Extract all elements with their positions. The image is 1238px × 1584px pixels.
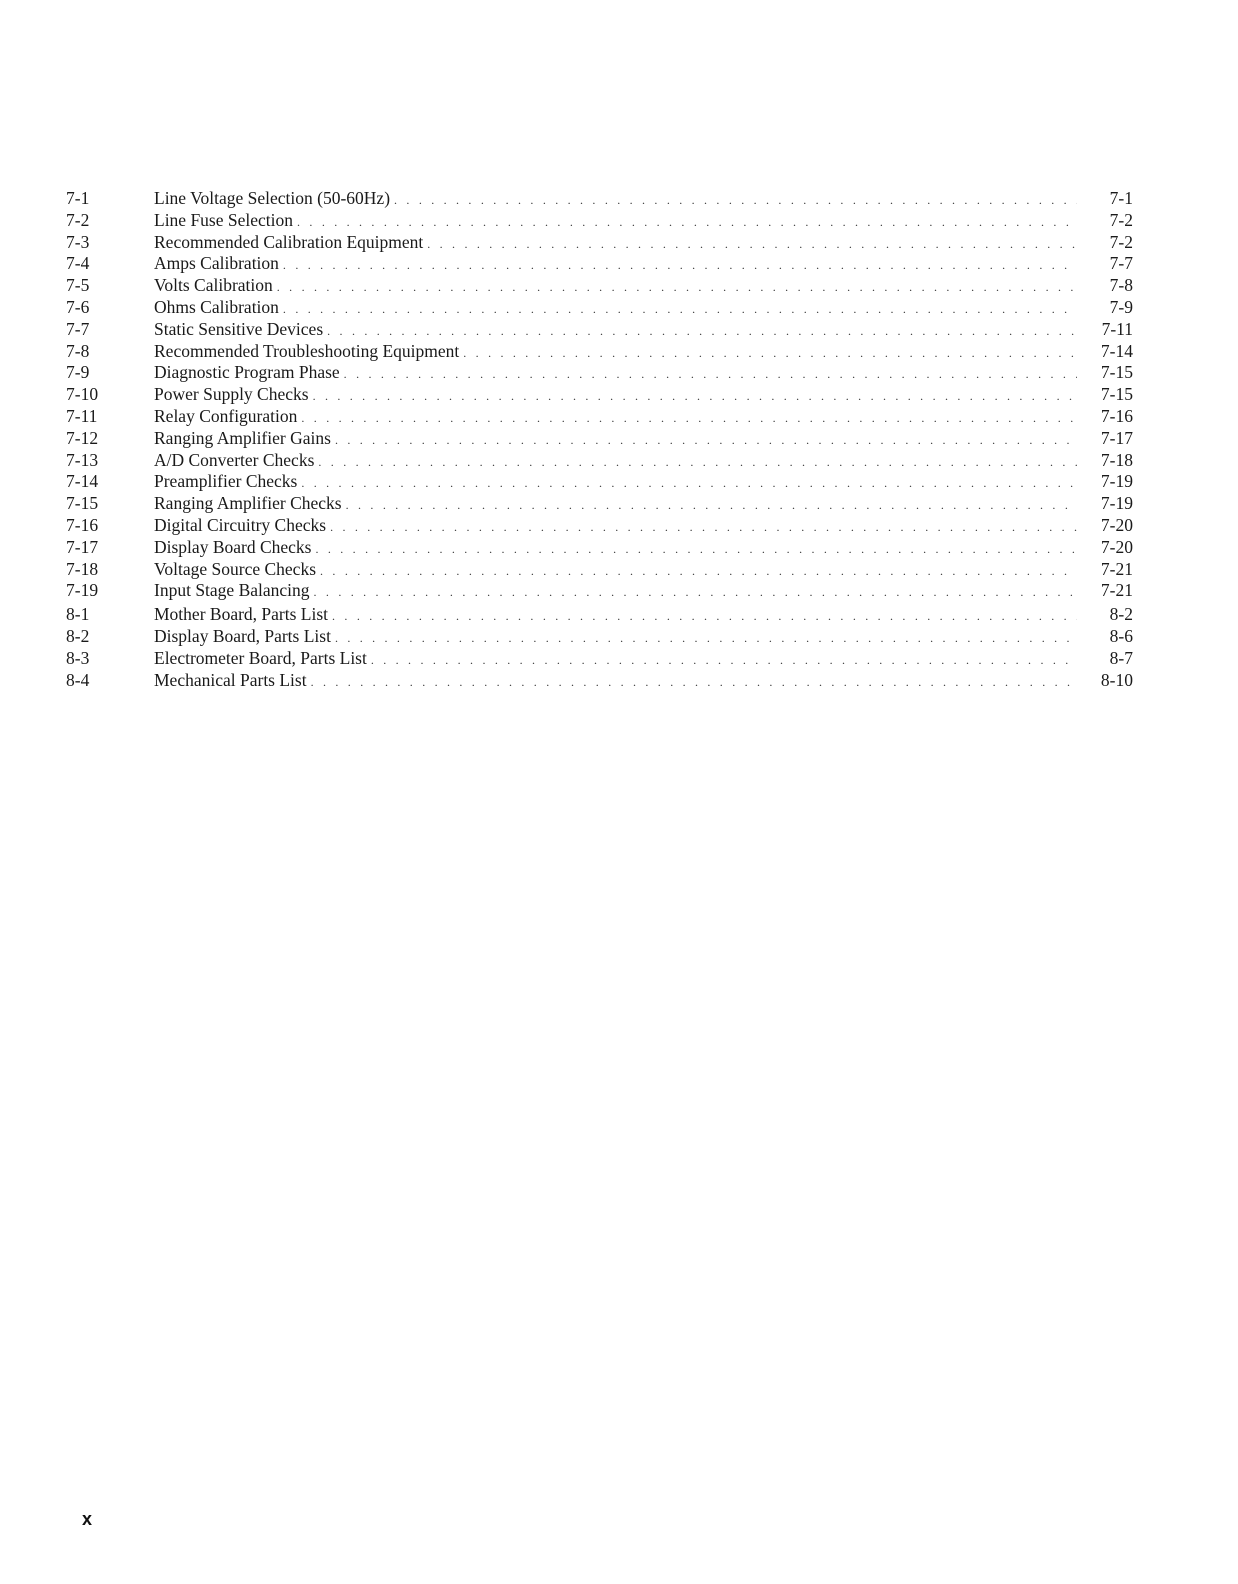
dot-leader <box>301 473 1077 495</box>
dot-leader <box>330 517 1077 539</box>
toc-row <box>66 648 1133 670</box>
table-number: 7-12 <box>66 427 99 448</box>
toc-row <box>66 515 1133 537</box>
table-number: 7-19 <box>66 580 99 601</box>
table-title: Electrometer Board, Parts List <box>154 647 367 668</box>
page-reference: 7-19 <box>1100 471 1133 492</box>
toc-row <box>66 493 1133 515</box>
table-number: 7-9 <box>66 362 90 383</box>
toc-row <box>66 319 1133 341</box>
table-title: Recommended Troubleshooting Equipment <box>154 340 460 361</box>
table-number: 7-7 <box>66 318 90 339</box>
table-number: 7-1 <box>66 188 90 208</box>
dot-leader <box>327 321 1077 343</box>
table-number: 7-5 <box>66 275 90 296</box>
table-title: Display Board Checks <box>154 536 312 557</box>
page-reference: 7-11 <box>1101 318 1133 339</box>
table-title: Mechanical Parts List <box>154 669 307 690</box>
toc-row <box>66 604 1133 626</box>
table-title: Line Voltage Selection (50-60Hz) <box>154 188 391 208</box>
dot-leader <box>427 234 1077 256</box>
page-reference: 7-20 <box>1100 536 1133 557</box>
dot-leader <box>315 539 1077 561</box>
table-title: A/D Converter Checks <box>154 449 315 470</box>
dot-leader <box>371 650 1077 672</box>
toc-row <box>66 210 1133 232</box>
toc-row <box>66 188 1133 210</box>
dot-leader <box>311 672 1077 694</box>
dot-leader <box>313 386 1077 408</box>
table-title: Input Stage Balancing <box>154 580 310 601</box>
table-number: 7-11 <box>66 405 98 426</box>
page-reference: 7-21 <box>1100 580 1133 601</box>
table-number: 7-4 <box>66 253 90 274</box>
toc-row <box>66 232 1133 254</box>
table-title: Line Fuse Selection <box>154 209 294 230</box>
table-title: Power Supply Checks <box>154 384 309 405</box>
toc-row <box>66 471 1133 493</box>
table-number: 7-15 <box>66 493 99 514</box>
toc-row <box>66 362 1133 384</box>
table-number: 7-13 <box>66 449 99 470</box>
table-number: 7-10 <box>66 384 99 405</box>
toc-row <box>66 341 1133 363</box>
dot-leader <box>394 190 1077 212</box>
table-title: Relay Configuration <box>154 405 298 426</box>
table-title: Recommended Calibration Equipment <box>154 231 424 252</box>
toc-row <box>66 450 1133 472</box>
dot-leader <box>318 452 1077 474</box>
table-number: 7-2 <box>66 209 90 230</box>
table-title: Ranging Amplifier Checks <box>154 493 342 514</box>
toc-row <box>66 406 1133 428</box>
dot-leader <box>344 364 1077 386</box>
page-number-footer: x <box>82 1509 93 1529</box>
dot-leader <box>277 277 1077 299</box>
dot-leader <box>335 430 1077 452</box>
table-of-contents <box>66 188 1133 691</box>
table-title: Mother Board, Parts List <box>154 604 329 625</box>
page-reference: 7-21 <box>1100 558 1133 579</box>
page-reference: 7-18 <box>1100 449 1133 470</box>
page-reference: 7-16 <box>1100 405 1133 426</box>
table-number: 7-17 <box>66 536 99 557</box>
table-title: Amps Calibration <box>154 253 279 274</box>
table-number: 8-4 <box>66 669 90 690</box>
page-reference: 7-15 <box>1100 362 1133 383</box>
table-number: 8-3 <box>66 647 90 668</box>
page-reference: 8-10 <box>1100 669 1133 690</box>
page-reference: 7-17 <box>1100 427 1133 448</box>
table-number: 7-18 <box>66 558 99 579</box>
dot-leader <box>335 628 1077 650</box>
dot-leader <box>283 299 1077 321</box>
page-reference: 7-1 <box>1109 188 1133 208</box>
dot-leader <box>320 561 1077 583</box>
page-reference: 7-19 <box>1100 493 1133 514</box>
dot-leader <box>283 255 1077 277</box>
table-title: Voltage Source Checks <box>154 558 317 579</box>
table-title: Volts Calibration <box>154 275 273 296</box>
table-number: 8-2 <box>66 625 90 646</box>
table-title: Preamplifier Checks <box>154 471 298 492</box>
page-reference: 8-7 <box>1109 647 1133 668</box>
table-title: Ohms Calibration <box>154 296 279 317</box>
page-reference: 8-2 <box>1109 604 1133 625</box>
table-title: Digital Circuitry Checks <box>154 514 327 535</box>
table-title: Static Sensitive Devices <box>154 318 324 339</box>
table-number: 8-1 <box>66 604 90 625</box>
table-number: 7-14 <box>66 471 99 492</box>
page-reference: 7-9 <box>1109 296 1133 317</box>
table-title: Display Board, Parts List <box>154 625 331 646</box>
toc-row <box>66 253 1133 275</box>
dot-leader <box>301 408 1077 430</box>
dot-leader <box>463 343 1077 365</box>
page-reference: 7-2 <box>1109 209 1133 230</box>
toc-row <box>66 428 1133 450</box>
dot-leader <box>297 212 1077 234</box>
page-reference: 7-7 <box>1109 253 1133 274</box>
toc-row <box>66 580 1133 602</box>
toc-row <box>66 670 1133 692</box>
toc-row <box>66 275 1133 297</box>
table-number: 7-6 <box>66 296 90 317</box>
toc-row <box>66 626 1133 648</box>
toc-row <box>66 297 1133 319</box>
toc-row <box>66 537 1133 559</box>
table-number: 7-3 <box>66 231 90 252</box>
dot-leader <box>346 495 1077 517</box>
page-reference: 7-15 <box>1100 384 1133 405</box>
table-number: 7-16 <box>66 514 99 535</box>
toc-row <box>66 559 1133 581</box>
page-reference: 7-14 <box>1100 340 1133 361</box>
page-reference: 7-8 <box>1109 275 1133 296</box>
table-title: Ranging Amplifier Gains <box>154 427 331 448</box>
page-reference: 7-2 <box>1109 231 1133 252</box>
table-number: 7-8 <box>66 340 90 361</box>
page-reference: 8-6 <box>1109 625 1133 646</box>
toc-row <box>66 384 1133 406</box>
dot-leader <box>314 582 1077 604</box>
table-title: Diagnostic Program Phase <box>154 362 340 383</box>
page-reference: 7-20 <box>1100 514 1133 535</box>
dot-leader <box>332 606 1077 628</box>
